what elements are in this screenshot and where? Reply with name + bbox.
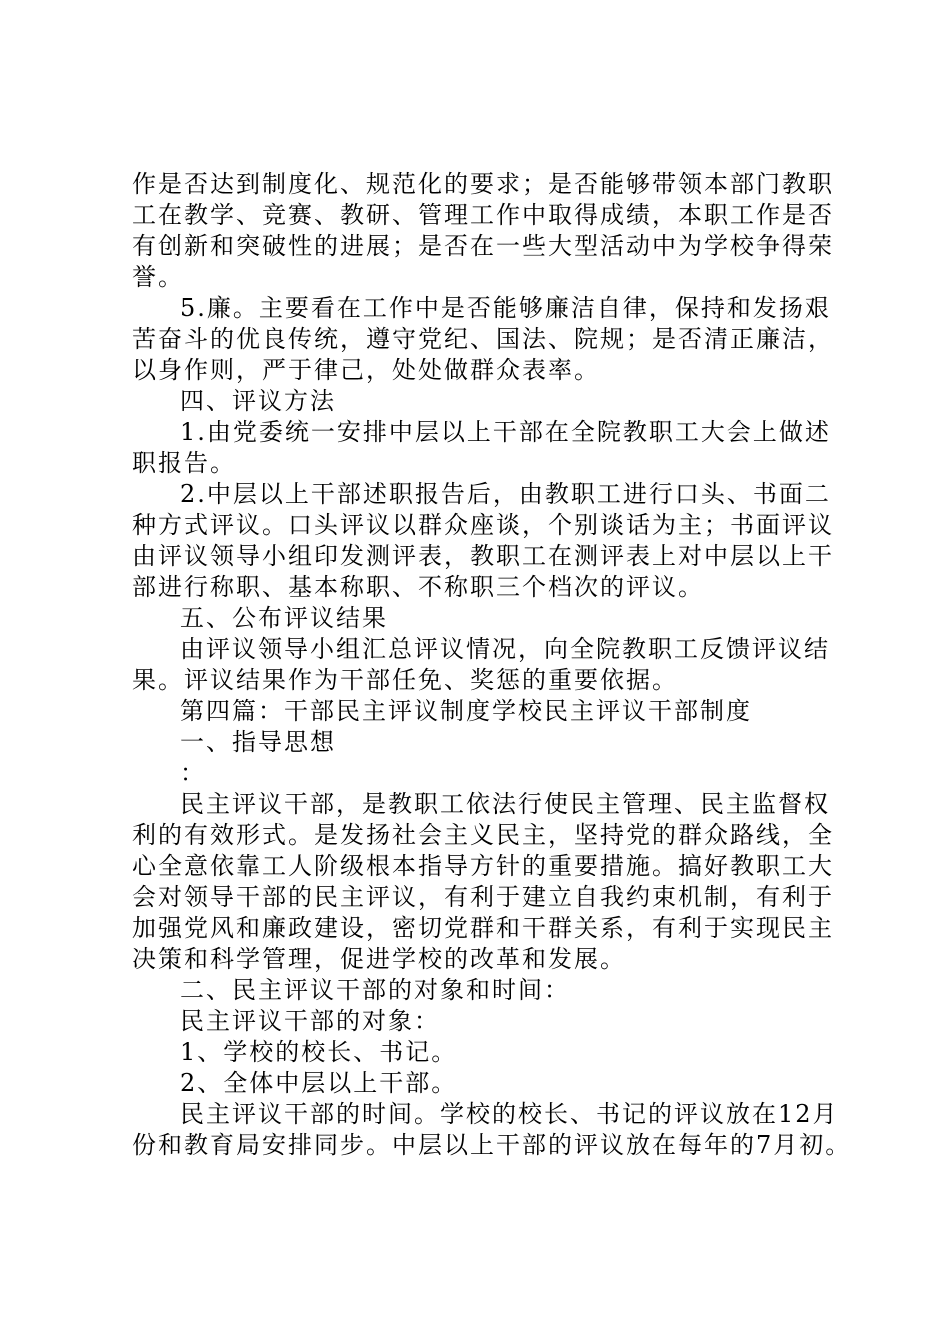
text-line: ：: [180, 759, 206, 787]
text-line: 职报告。: [132, 449, 236, 477]
text-line: 利的有效形式。是发扬社会主义民主，坚持党的群众路线，全: [132, 821, 834, 849]
text-line: 民主评议干部，是教职工依法行使民主管理、民主监督权: [180, 790, 830, 818]
section-heading: 四、评议方法: [180, 387, 336, 415]
text-line: 工在教学、竞赛、教研、管理工作中取得成绩，本职工作是否: [132, 201, 834, 229]
text-line: 种方式评议。口头评议以群众座谈，个别谈话为主；书面评议: [132, 511, 834, 539]
text-line: 份和教育局安排同步。中层以上干部的评议放在每年的7月初。: [132, 1131, 852, 1159]
section-heading: 二、民主评议干部的对象和时间：: [180, 976, 570, 1004]
text-line: 以身作则，严于律己，处处做群众表率。: [132, 356, 600, 384]
list-item: 2、全体中层以上干部。: [180, 1069, 458, 1097]
text-line: 会对领导干部的民主评议，有利于建立自我约束机制，有利于: [132, 883, 834, 911]
text-line: 决策和科学管理，促进学校的改革和发展。: [132, 945, 626, 973]
text-line: 誉。: [132, 263, 184, 291]
text-line: 心全意依靠工人阶级根本指导方针的重要措施。搞好教职工大: [132, 852, 834, 880]
text-line: 苦奋斗的优良传统，遵守党纪、国法、院规；是否清正廉洁，: [132, 325, 834, 353]
text-line: 5.廉。主要看在工作中是否能够廉洁自律，保持和发扬艰: [180, 294, 831, 322]
text-line: 2.中层以上干部述职报告后，由教职工进行口头、书面二: [180, 480, 831, 508]
text-line: 有创新和突破性的进展；是否在一些大型活动中为学校争得荣: [132, 232, 834, 260]
section-heading: 一、指导思想: [180, 728, 336, 756]
text-line: 由评议领导小组汇总评议情况，向全院教职工反馈评议结: [180, 635, 830, 663]
text-line: 加强党风和廉政建设，密切党群和干群关系，有利于实现民主: [132, 914, 834, 942]
text-line: 由评议领导小组印发测评表，教职工在测评表上对中层以上干: [132, 542, 834, 570]
list-item: 1、学校的校长、书记。: [180, 1038, 458, 1066]
text-line: 作是否达到制度化、规范化的要求；是否能够带领本部门教职: [132, 170, 834, 198]
document-body: [132, 169, 852, 1161]
text-line: 果。评议结果作为干部任免、奖惩的重要依据。: [132, 666, 678, 694]
chapter-heading: 第四篇：干部民主评议制度学校民主评议干部制度: [180, 697, 752, 725]
text-line: 部进行称职、基本称职、不称职三个档次的评议。: [132, 573, 704, 601]
section-heading: 五、公布评议结果: [180, 604, 388, 632]
text-line: 民主评议干部的对象：: [180, 1007, 440, 1035]
text-line: 1.由党委统一安排中层以上干部在全院教职工大会上做述: [180, 418, 831, 446]
text-line: 民主评议干部的时间。学校的校长、书记的评议放在12月: [180, 1100, 839, 1128]
